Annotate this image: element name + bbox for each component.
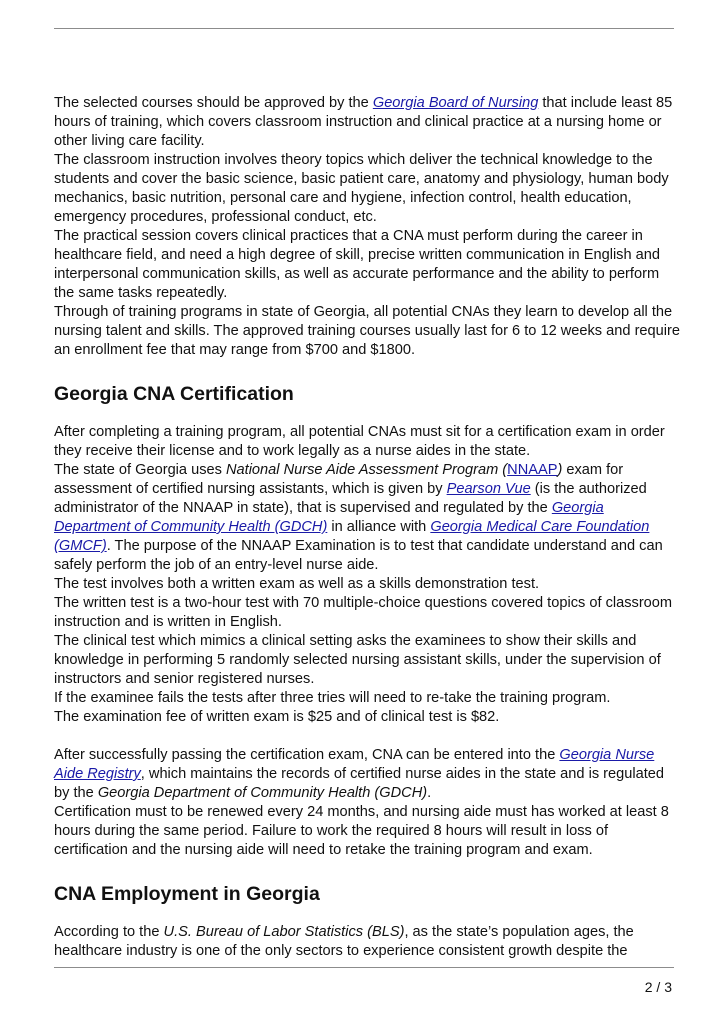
georgia-nurse-aide-registry-link[interactable]: Georgia Nurse Aide Registry (54, 747, 655, 782)
text-run: . (427, 785, 432, 801)
text-run: The selected courses should be approved by the (54, 95, 373, 111)
paragraph (54, 94, 680, 151)
text-run: , as the state’s population ages, the healthcare industry is one of the only sectors to experience consistent growth despite the (54, 924, 634, 959)
paragraph: The written test is a two-hour test with 70 multiple-choice questions covered topics of classroom instruction and is written in English. (54, 595, 673, 630)
paragraph: After completing a training program, all potential CNAs must sit for a certification exam in order they receive their license and to work legally as a nurse aides in the state. (54, 424, 665, 459)
section-heading-employment: CNA Employment in Georgia (54, 883, 320, 905)
georgia-board-of-nursing-link[interactable]: Georgia Board of Nursing (372, 95, 539, 111)
gmcf-link[interactable]: Georgia Medical Care Foundation (GMCF) (54, 519, 650, 554)
text-run: The state of Georgia uses (54, 462, 226, 478)
paragraph: The examination fee of written exam is $25 and of clinical test is $82. (54, 709, 500, 725)
text-run: According to the (54, 924, 164, 940)
text-run: (is the authorized administrator of the NNAAP in state), that is supervised and regulated by the (54, 481, 647, 516)
footer-rule (54, 967, 674, 968)
paragraph: Through of training programs in state of Georgia, all potential CNAs they learn to develop all the nursing talent and skills. The approved training courses usually last for 6 to 12 weeks and require an enrollment fee that may range from $700 and $1800. (54, 304, 680, 358)
bls-name: U.S. Bureau of Labor Statistics (BLS) (163, 924, 405, 940)
text-run: . The purpose of the NNAAP Examination is to test that candidate understand and can safely perform the job of an entry-level nurse aide. (54, 538, 663, 573)
paragraph: The classroom instruction involves theory topics which deliver the technical knowledge to the students and cover the basic science, basic patient care, anatomy and physiology, human body mechanics, basic nutrition, personal care and hygiene, infection control, health education, emergency procedures, professional conduct, etc. (54, 152, 669, 225)
paragraph (54, 461, 680, 575)
gdch-name: Georgia Department of Community Health (GDCH) (97, 785, 428, 801)
paragraph (54, 923, 680, 961)
text-run: After successfully passing the certification exam, CNA can be entered into the (54, 747, 560, 763)
paragraph: The clinical test which mimics a clinical setting asks the examinees to show their skills and knowledge in performing 5 randomly selected nursing assistant skills, under the supervision of instructors and senior registered nurses. (54, 633, 661, 687)
paragraph-gap (54, 727, 680, 746)
pearson-vue-link[interactable]: Pearson Vue (446, 481, 531, 497)
paragraph: Certification must to be renewed every 24 months, and nursing aide must has worked at least 8 hours during the same period. Failure to work the required 8 hours will result in loss of certification and the nursing aide will need to retake the training program and exam. (54, 804, 669, 858)
text-run: that include least 85 hours of training, which covers classroom instruction and clinical practice at a nursing home or other living care facility. (54, 95, 673, 149)
paragraph: If the examinee fails the tests after three tries will need to re-take the training program. (54, 690, 611, 706)
text-run: exam for assessment of certified nursing assistants, which is given by (54, 462, 624, 497)
text-run: ) (557, 462, 563, 478)
text-run: , which maintains the records of certified nurse aides in the state and is regulated by the (54, 766, 665, 801)
gdch-link[interactable]: Georgia Department of Community Health (GDCH) (54, 500, 604, 535)
nnaap-link[interactable]: NNAAP (507, 462, 558, 478)
paragraph (54, 746, 680, 803)
page-number: 2 / 3 (644, 979, 672, 995)
section-heading-certification: Georgia CNA Certification (54, 383, 294, 405)
paragraph: The test involves both a written exam as well as a skills demonstration test. (54, 576, 540, 592)
header-rule (54, 28, 674, 29)
paragraph: The practical session covers clinical practices that a CNA must perform during the career in healthcare field, and need a high degree of skill, precise written communication in English and interpersonal communication skills, as well as accurate performance and the ability to perform the same tasks repeatedly. (54, 228, 660, 301)
document-body (54, 94, 680, 961)
text-run: in alliance with (327, 519, 431, 535)
nnaap-program-name: National Nurse Aide Assessment Program ( (225, 462, 508, 478)
